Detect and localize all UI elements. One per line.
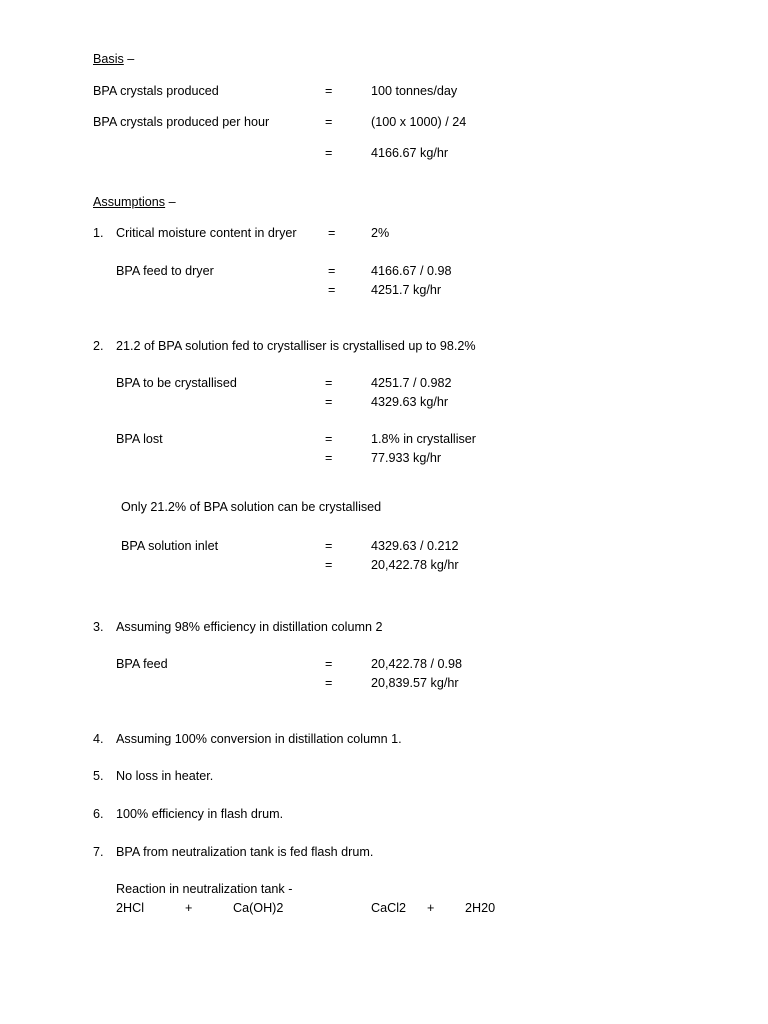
basis-row-eq: =: [325, 115, 333, 129]
reaction-term: 2H20: [465, 901, 496, 915]
calc-eq: =: [325, 676, 333, 690]
calc-value: 4251.7 kg/hr: [371, 283, 442, 297]
calc-label: BPA solution inlet: [121, 539, 219, 553]
calc-value: 20,839.57 kg/hr: [371, 676, 459, 690]
basis-row-label: BPA crystals produced: [93, 84, 219, 98]
basis-row-value: 100 tonnes/day: [371, 84, 458, 98]
assumptions-heading-text: Assumptions: [93, 195, 166, 209]
calc-eq: =: [325, 395, 333, 409]
calc-eq: =: [325, 558, 333, 572]
calc-eq: =: [328, 283, 336, 297]
assumptions-heading: [93, 195, 176, 210]
reaction-term: Ca(OH)2: [233, 901, 284, 915]
calc-label: BPA feed: [116, 657, 168, 671]
item-text: BPA from neutralization tank is fed flash drum.: [116, 845, 374, 859]
calc-label: BPA feed to dryer: [116, 264, 214, 278]
calc-eq: =: [325, 432, 333, 446]
calc-value: 1.8% in crystalliser: [371, 432, 476, 446]
item-number: 1.: [93, 226, 104, 240]
basis-row-value: 4166.67 kg/hr: [371, 146, 449, 160]
calc-eq: =: [325, 451, 333, 465]
item-text: Critical moisture content in dryer: [116, 226, 297, 240]
calc-value: 20,422.78 / 0.98: [371, 657, 463, 671]
basis-row-value: (100 x 1000) / 24: [371, 115, 467, 129]
item-text: 21.2 of BPA solution fed to crystalliser is crystallised up to 98.2%: [116, 339, 476, 353]
reaction-term: +: [427, 901, 435, 915]
item-number: 7.: [93, 845, 104, 859]
calc-value: 20,422.78 kg/hr: [371, 558, 459, 572]
item-number: 5.: [93, 769, 104, 783]
basis-heading-dash: –: [123, 52, 135, 66]
item-number: 4.: [93, 732, 104, 746]
calc-eq: =: [325, 657, 333, 671]
calc-value: 77.933 kg/hr: [371, 451, 442, 465]
item-text: Assuming 98% efficiency in distillation column 2: [116, 620, 383, 634]
basis-row-label: BPA crystals produced per hour: [93, 115, 270, 129]
reaction-term: CaCl2: [371, 901, 406, 915]
reaction-term: +: [185, 901, 193, 915]
item-value: 2%: [371, 226, 390, 240]
calc-eq: =: [328, 264, 336, 278]
calc-label: BPA lost: [116, 432, 163, 446]
calc-eq: =: [325, 376, 333, 390]
basis-row-eq: =: [325, 146, 333, 160]
item-number: 6.: [93, 807, 104, 821]
basis-row-eq: =: [325, 84, 333, 98]
reaction-label: Reaction in neutralization tank -: [116, 882, 293, 896]
item-note: Only 21.2% of BPA solution can be crystallised: [121, 500, 382, 514]
calc-value: 4251.7 / 0.982: [371, 376, 452, 390]
item-eq: =: [328, 226, 336, 240]
item-text: No loss in heater.: [116, 769, 214, 783]
calc-value: 4166.67 / 0.98: [371, 264, 452, 278]
basis-heading-text: Basis: [93, 52, 124, 66]
calc-value: 4329.63 / 0.212: [371, 539, 459, 553]
calc-value: 4329.63 kg/hr: [371, 395, 449, 409]
reaction-term: 2HCl: [116, 901, 144, 915]
basis-heading: [93, 52, 134, 67]
assumptions-heading-dash: –: [165, 195, 176, 209]
item-text: 100% efficiency in flash drum.: [116, 807, 284, 821]
calc-eq: =: [325, 539, 333, 553]
item-text: Assuming 100% conversion in distillation column 1.: [116, 732, 402, 746]
item-number: 2.: [93, 339, 104, 353]
item-number: 3.: [93, 620, 104, 634]
calc-label: BPA to be crystallised: [116, 376, 237, 390]
